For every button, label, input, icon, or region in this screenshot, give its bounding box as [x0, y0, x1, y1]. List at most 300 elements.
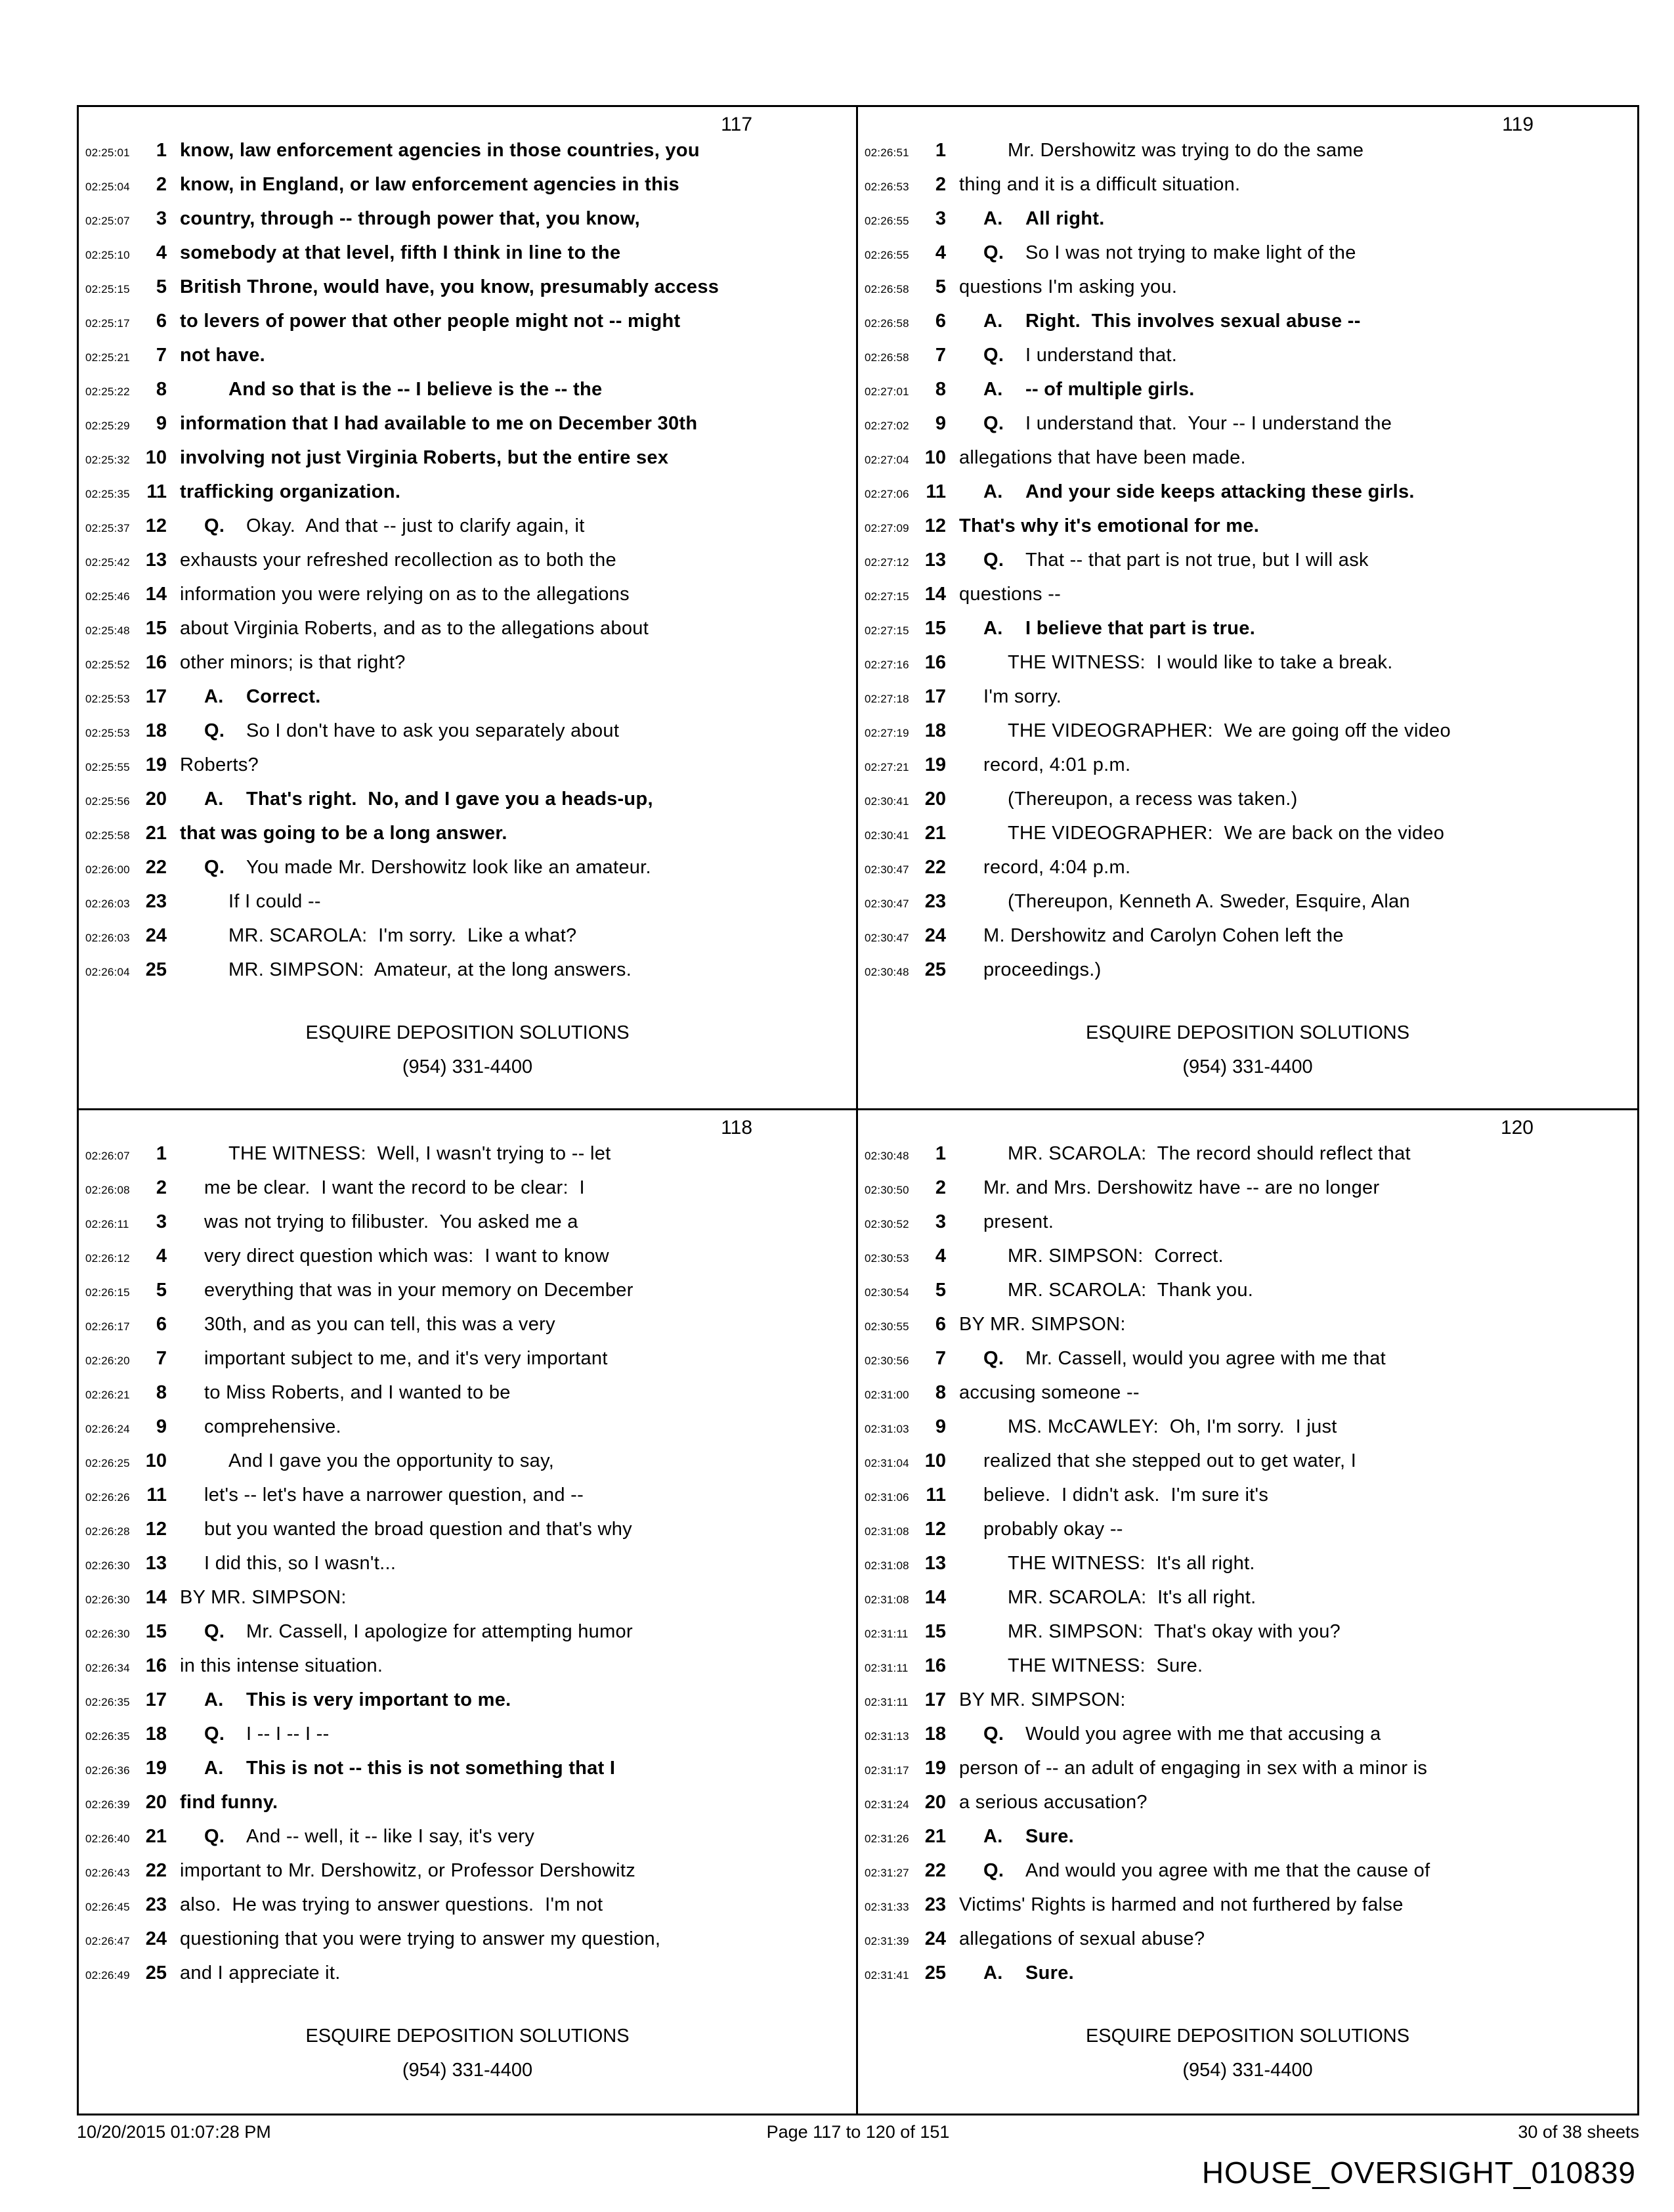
timestamp: 02:26:35 — [85, 1696, 130, 1708]
line-text: If I could -- — [228, 891, 321, 912]
transcript-line — [858, 720, 1637, 754]
line-number: 13 — [145, 550, 167, 571]
line-text: A. This is very important to me. — [204, 1689, 511, 1710]
timestamp: 02:31:11 — [865, 1628, 909, 1640]
transcript-line — [858, 345, 1637, 379]
timestamp: 02:26:08 — [85, 1184, 130, 1196]
timestamp: 02:25:42 — [85, 556, 130, 569]
transcript-line — [858, 413, 1637, 447]
timestamp: 02:26:25 — [85, 1457, 130, 1469]
transcript-line — [79, 720, 856, 754]
transcript-line — [858, 1724, 1637, 1758]
qa-marker: A. — [983, 208, 1003, 229]
line-text: country, through -- through power that, you know, — [180, 208, 640, 229]
timestamp: 02:26:34 — [85, 1662, 130, 1674]
transcript-line — [79, 208, 856, 242]
line-number: 10 — [145, 1450, 167, 1471]
line-number: 9 — [156, 1416, 167, 1437]
line-number: 13 — [145, 1553, 167, 1574]
transcript-line — [858, 891, 1637, 925]
line-text: THE VIDEOGRAPHER: We are back on the video — [1008, 823, 1445, 844]
line-number: 16 — [145, 1655, 167, 1676]
line-text: Q. That -- that part is not true, but I will ask — [983, 550, 1369, 571]
transcript-page-117 — [79, 107, 858, 1110]
line-text: And I gave you the opportunity to say, — [228, 1450, 555, 1471]
qa-marker: Q. — [983, 1348, 1004, 1369]
line-text: A. Sure. — [983, 1826, 1075, 1847]
transcript-line — [79, 140, 856, 174]
transcript-line — [858, 1450, 1637, 1485]
line-number: 8 — [156, 1382, 167, 1403]
timestamp: 02:27:01 — [865, 385, 909, 398]
line-number: 17 — [145, 686, 167, 707]
transcript-line — [79, 447, 856, 481]
transcript-lines — [79, 1143, 856, 1997]
transcript-line — [79, 754, 856, 789]
line-number: 25 — [924, 959, 946, 980]
line-number: 18 — [924, 720, 946, 741]
timestamp: 02:25:29 — [85, 420, 130, 432]
transcript-line — [858, 550, 1637, 584]
timestamp: 02:26:20 — [85, 1355, 130, 1367]
transcript-page-118 — [79, 1110, 858, 2114]
line-text: (Thereupon, a recess was taken.) — [1008, 789, 1298, 810]
transcript-line — [858, 1177, 1637, 1211]
line-number: 24 — [145, 1928, 167, 1949]
line-text: MR. SCAROLA: Thank you. — [1008, 1280, 1254, 1301]
line-text: record, 4:01 p.m. — [983, 754, 1131, 775]
transcript-line — [79, 481, 856, 515]
line-text: allegations of sexual abuse? — [959, 1928, 1205, 1949]
timestamp: 02:30:47 — [865, 863, 909, 876]
line-number: 24 — [145, 925, 167, 946]
transcript-line — [858, 242, 1637, 276]
line-text: believe. I didn't ask. I'm sure it's — [983, 1485, 1269, 1506]
line-number: 10 — [924, 447, 946, 468]
line-text: in this intense situation. — [180, 1655, 383, 1676]
timestamp: 02:27:15 — [865, 590, 909, 603]
transcript-line — [858, 925, 1637, 959]
qa-marker: A. — [983, 379, 1003, 400]
line-text: present. — [983, 1211, 1054, 1232]
line-text: Q. You made Mr. Dershowitz look like an amateur. — [204, 857, 651, 878]
transcript-line — [858, 379, 1637, 413]
timestamp: 02:26:55 — [865, 215, 909, 227]
line-text: A. This is not -- this is not something that I — [204, 1758, 616, 1779]
line-number: 1 — [156, 140, 167, 161]
line-number: 3 — [935, 208, 946, 229]
timestamp: 02:25:32 — [85, 454, 130, 466]
timestamp: 02:25:53 — [85, 693, 130, 705]
transcript-line — [79, 789, 856, 823]
timestamp: 02:26:36 — [85, 1764, 130, 1777]
timestamp: 02:25:53 — [85, 727, 130, 739]
timestamp: 02:31:24 — [865, 1798, 909, 1811]
reporter-phone: (954) 331-4400 — [402, 1056, 533, 1077]
reporter-footer — [858, 993, 1637, 1084]
line-number: 6 — [156, 1314, 167, 1335]
line-text: (Thereupon, Kenneth A. Sweder, Esquire, Alan — [1008, 891, 1410, 912]
line-number: 2 — [935, 174, 946, 195]
line-text: Q. Would you agree with me that accusing a — [983, 1724, 1381, 1745]
line-number: 19 — [924, 754, 946, 775]
line-text: British Throne, would have, you know, presumably access — [180, 276, 719, 297]
transcript-line — [79, 1485, 856, 1519]
timestamp: 02:31:13 — [865, 1730, 909, 1743]
transcript-line — [858, 1689, 1637, 1724]
line-number: 16 — [924, 652, 946, 673]
timestamp: 02:25:07 — [85, 215, 130, 227]
transcript-line — [79, 1246, 856, 1280]
line-text: important subject to me, and it's very important — [204, 1348, 608, 1369]
line-text: not have. — [180, 345, 265, 366]
line-number: 3 — [156, 208, 167, 229]
transcript-line — [79, 242, 856, 276]
transcript-line — [858, 1860, 1637, 1894]
line-number: 23 — [924, 891, 946, 912]
line-text: that was going to be a long answer. — [180, 823, 507, 844]
timestamp: 02:26:26 — [85, 1491, 130, 1504]
line-text: THE WITNESS: Sure. — [1008, 1655, 1203, 1676]
bates-stamp: HOUSE_OVERSIGHT_010839 — [1201, 2156, 1636, 2190]
transcript-line — [79, 1928, 856, 1963]
line-number: 14 — [924, 1587, 946, 1608]
line-text: questions I'm asking you. — [959, 276, 1178, 297]
reporter-footer — [79, 993, 856, 1084]
line-text: probably okay -- — [983, 1519, 1123, 1540]
transcript-line — [858, 1382, 1637, 1416]
transcript-line — [79, 311, 856, 345]
line-number: 19 — [145, 1758, 167, 1779]
timestamp: 02:30:56 — [865, 1355, 909, 1367]
line-number: 7 — [935, 1348, 946, 1369]
timestamp: 02:30:48 — [865, 966, 909, 978]
line-text: BY MR. SIMPSON: — [180, 1587, 347, 1608]
line-text: THE WITNESS: Well, I wasn't trying to -- let — [228, 1143, 611, 1164]
transcript-line — [79, 1792, 856, 1826]
timestamp: 02:27:04 — [865, 454, 909, 466]
line-number: 21 — [145, 823, 167, 844]
line-text: Mr. and Mrs. Dershowitz have -- are no longer — [983, 1177, 1380, 1198]
timestamp: 02:30:52 — [865, 1218, 909, 1230]
line-text: was not trying to filibuster. You asked me a — [204, 1211, 578, 1232]
timestamp: 02:25:56 — [85, 795, 130, 808]
timestamp: 02:31:27 — [865, 1867, 909, 1879]
transcript-line — [79, 1519, 856, 1553]
line-number: 21 — [924, 1826, 946, 1847]
transcript-line — [79, 959, 856, 993]
line-text: A. Correct. — [204, 686, 321, 707]
transcript-line — [79, 1655, 856, 1689]
timestamp: 02:26:17 — [85, 1320, 130, 1333]
line-number: 18 — [145, 1724, 167, 1745]
transcript-line — [858, 1416, 1637, 1450]
transcript-line — [858, 447, 1637, 481]
timestamp: 02:26:00 — [85, 863, 130, 876]
line-text: Q. I -- I -- I -- — [204, 1724, 330, 1745]
timestamp: 02:26:04 — [85, 966, 130, 978]
timestamp: 02:26:47 — [85, 1935, 130, 1947]
timestamp: 02:26:40 — [85, 1832, 130, 1845]
line-number: 6 — [935, 311, 946, 332]
line-text: Victims' Rights is harmed and not furthered by false — [959, 1894, 1404, 1915]
line-number: 25 — [145, 1963, 167, 1984]
line-text: a serious accusation? — [959, 1792, 1148, 1813]
line-number: 23 — [924, 1894, 946, 1915]
line-number: 10 — [924, 1450, 946, 1471]
line-text: MR. SCAROLA: The record should reflect that — [1008, 1143, 1411, 1164]
transcript-line — [79, 686, 856, 720]
line-number: 22 — [145, 857, 167, 878]
line-number: 13 — [924, 550, 946, 571]
line-number: 10 — [145, 447, 167, 468]
transcript-line — [79, 1963, 856, 1997]
line-number: 24 — [924, 925, 946, 946]
transcript-line — [79, 174, 856, 208]
line-text: know, in England, or law enforcement agencies in this — [180, 174, 679, 195]
line-text: me be clear. I want the record to be clear: I — [204, 1177, 585, 1198]
line-number: 15 — [924, 618, 946, 639]
timestamp: 02:26:03 — [85, 932, 130, 944]
qa-marker: Q. — [204, 1621, 225, 1642]
reporter-footer — [858, 1997, 1637, 2087]
transcript-lines — [858, 1143, 1637, 1997]
timestamp: 02:26:51 — [865, 146, 909, 159]
timestamp: 02:26:07 — [85, 1150, 130, 1162]
line-text: BY MR. SIMPSON: — [959, 1689, 1126, 1710]
transcript-line — [858, 1587, 1637, 1621]
line-text: A. -- of multiple girls. — [983, 379, 1195, 400]
transcript-line — [858, 823, 1637, 857]
line-number: 17 — [924, 686, 946, 707]
line-text: A. Sure. — [983, 1963, 1075, 1984]
qa-marker: A. — [204, 789, 224, 810]
qa-marker: Q. — [983, 413, 1004, 434]
transcript-line — [79, 1416, 856, 1450]
line-text: MS. McCAWLEY: Oh, I'm sorry. I just — [1008, 1416, 1337, 1437]
qa-marker: Q. — [983, 1724, 1004, 1745]
line-text: A. All right. — [983, 208, 1105, 229]
qa-marker: Q. — [204, 1724, 225, 1745]
print-datetime: 10/20/2015 01:07:28 PM — [77, 2122, 271, 2142]
line-number: 4 — [156, 242, 167, 263]
qa-marker: A. — [204, 1758, 224, 1779]
line-number: 22 — [924, 857, 946, 878]
line-text: Q. And would you agree with me that the cause of — [983, 1860, 1430, 1881]
line-number: 3 — [935, 1211, 946, 1232]
line-number: 7 — [935, 345, 946, 366]
line-number: 9 — [935, 1416, 946, 1437]
line-text: person of -- an adult of engaging in sex with a minor is — [959, 1758, 1428, 1779]
timestamp: 02:27:12 — [865, 556, 909, 569]
reporter-name: ESQUIRE DEPOSITION SOLUTIONS — [305, 2026, 630, 2047]
transcript-line — [858, 1758, 1637, 1792]
line-text: other minors; is that right? — [180, 652, 406, 673]
timestamp: 02:31:11 — [865, 1662, 909, 1674]
timestamp: 02:31:17 — [865, 1764, 909, 1777]
line-number: 3 — [156, 1211, 167, 1232]
line-number: 22 — [145, 1860, 167, 1881]
line-text: to Miss Roberts, and I wanted to be — [204, 1382, 511, 1403]
qa-marker: A. — [983, 1826, 1003, 1847]
line-number: 16 — [924, 1655, 946, 1676]
timestamp: 02:26:49 — [85, 1969, 130, 1982]
line-number: 11 — [146, 481, 167, 502]
line-number: 15 — [924, 1621, 946, 1642]
line-text: record, 4:04 p.m. — [983, 857, 1131, 878]
timestamp: 02:31:33 — [865, 1901, 909, 1913]
line-number: 25 — [924, 1963, 946, 1984]
line-number: 8 — [935, 1382, 946, 1403]
line-text: know, law enforcement agencies in those countries, you — [180, 140, 700, 161]
line-text: Q. Mr. Cassell, I apologize for attempting humor — [204, 1621, 633, 1642]
line-text: MR. SCAROLA: I'm sorry. Like a what? — [228, 925, 577, 946]
transcript-line — [79, 823, 856, 857]
transcript-line — [858, 584, 1637, 618]
line-number: 20 — [924, 1792, 946, 1813]
timestamp: 02:26:58 — [865, 351, 909, 364]
timestamp: 02:31:08 — [865, 1525, 909, 1538]
line-number: 20 — [145, 1792, 167, 1813]
timestamp: 02:25:21 — [85, 351, 130, 364]
timestamp: 02:25:58 — [85, 829, 130, 842]
timestamp: 02:26:30 — [85, 1628, 130, 1640]
line-number: 8 — [935, 379, 946, 400]
timestamp: 02:31:11 — [865, 1696, 909, 1708]
page-range: Page 117 to 120 of 151 — [766, 2122, 950, 2142]
line-text: and I appreciate it. — [180, 1963, 341, 1984]
timestamp: 02:25:17 — [85, 317, 130, 330]
transcript-line — [79, 1826, 856, 1860]
timestamp: 02:30:55 — [865, 1320, 909, 1333]
line-number: 12 — [924, 515, 946, 536]
line-number: 5 — [156, 276, 167, 297]
timestamp: 02:25:22 — [85, 385, 130, 398]
line-number: 1 — [156, 1143, 167, 1164]
line-text: Mr. Dershowitz was trying to do the same — [1008, 140, 1364, 161]
timestamp: 02:26:55 — [865, 249, 909, 261]
transcript-line — [79, 1382, 856, 1416]
line-number: 14 — [145, 1587, 167, 1608]
timestamp: 02:26:12 — [85, 1252, 130, 1265]
transcript-line — [858, 1963, 1637, 1997]
line-text: THE WITNESS: It's all right. — [1008, 1553, 1255, 1574]
transcript-line — [858, 652, 1637, 686]
reporter-phone: (954) 331-4400 — [1182, 2060, 1313, 2081]
line-number: 21 — [924, 823, 946, 844]
line-text: information that I had available to me on December 30th — [180, 413, 698, 434]
line-number: 7 — [156, 345, 167, 366]
line-number: 15 — [145, 618, 167, 639]
timestamp: 02:26:24 — [85, 1423, 130, 1435]
line-number: 19 — [145, 754, 167, 775]
line-text: Q. Mr. Cassell, would you agree with me that — [983, 1348, 1386, 1369]
transcript-line — [79, 1724, 856, 1758]
timestamp: 02:26:43 — [85, 1867, 130, 1879]
timestamp: 02:27:09 — [865, 522, 909, 534]
line-number: 4 — [935, 1246, 946, 1267]
sheet-count: 30 of 38 sheets — [1518, 2122, 1639, 2142]
transcript-line — [79, 652, 856, 686]
transcript-line — [79, 1689, 856, 1724]
timestamp: 02:27:02 — [865, 420, 909, 432]
qa-marker: Q. — [983, 345, 1004, 366]
timestamp: 02:27:06 — [865, 488, 909, 500]
line-number: 25 — [145, 959, 167, 980]
line-text: questions -- — [959, 584, 1062, 605]
line-text: involving not just Virginia Roberts, but the entire sex — [180, 447, 669, 468]
timestamp: 02:31:39 — [865, 1935, 909, 1947]
transcript-line — [79, 857, 856, 891]
line-text: exhausts your refreshed recollection as to both the — [180, 550, 616, 571]
transcript-line — [858, 1826, 1637, 1860]
timestamp: 02:27:21 — [865, 761, 909, 773]
transcript-line — [79, 515, 856, 550]
transcript-page-119 — [858, 107, 1637, 1110]
line-number: 9 — [156, 413, 167, 434]
reporter-name: ESQUIRE DEPOSITION SOLUTIONS — [305, 1022, 630, 1043]
timestamp: 02:26:53 — [865, 181, 909, 193]
timestamp: 02:26:30 — [85, 1594, 130, 1606]
line-number: 24 — [924, 1928, 946, 1949]
transcript-line — [858, 1348, 1637, 1382]
line-text: Q. I understand that. — [983, 345, 1178, 366]
timestamp: 02:31:06 — [865, 1491, 909, 1504]
line-text: comprehensive. — [204, 1416, 341, 1437]
transcript-line — [79, 584, 856, 618]
line-number: 1 — [935, 140, 946, 161]
timestamp: 02:25:48 — [85, 624, 130, 637]
transcript-line — [79, 618, 856, 652]
timestamp: 02:25:10 — [85, 249, 130, 261]
timestamp: 02:30:54 — [865, 1286, 909, 1299]
line-text: everything that was in your memory on December — [204, 1280, 633, 1301]
transcript-lines — [858, 140, 1637, 993]
transcript-line — [858, 1280, 1637, 1314]
transcript-line — [79, 1894, 856, 1928]
timestamp: 02:26:30 — [85, 1559, 130, 1572]
transcript-line — [79, 413, 856, 447]
line-number: 6 — [156, 311, 167, 332]
line-number: 22 — [924, 1860, 946, 1881]
line-text: somebody at that level, fifth I think in line to the — [180, 242, 621, 263]
transcript-line — [79, 1553, 856, 1587]
line-number: 2 — [156, 1177, 167, 1198]
transcript-line — [79, 550, 856, 584]
transcript-page-120 — [858, 1110, 1637, 2114]
line-text: thing and it is a difficult situation. — [959, 174, 1241, 195]
transcript-lines — [79, 140, 856, 993]
transcript-line — [79, 1450, 856, 1485]
transcript-line — [858, 311, 1637, 345]
line-text: MR. SIMPSON: Correct. — [1008, 1246, 1224, 1267]
page-number: 117 — [721, 114, 752, 135]
transcript-line — [858, 481, 1637, 515]
transcript-line — [858, 515, 1637, 550]
line-text: MR. SIMPSON: That's okay with you? — [1008, 1621, 1341, 1642]
line-text: I'm sorry. — [983, 686, 1062, 707]
qa-marker: Q. — [204, 1826, 225, 1847]
transcript-line — [858, 1485, 1637, 1519]
line-number: 5 — [156, 1280, 167, 1301]
line-text: Q. So I don't have to ask you separately about — [204, 720, 620, 741]
line-text: BY MR. SIMPSON: — [959, 1314, 1126, 1335]
timestamp: 02:26:21 — [85, 1389, 130, 1401]
line-number: 15 — [145, 1621, 167, 1642]
line-text: questioning that you were trying to answer my question, — [180, 1928, 661, 1949]
timestamp: 02:26:45 — [85, 1901, 130, 1913]
line-text: information you were relying on as to the allegations — [180, 584, 630, 605]
